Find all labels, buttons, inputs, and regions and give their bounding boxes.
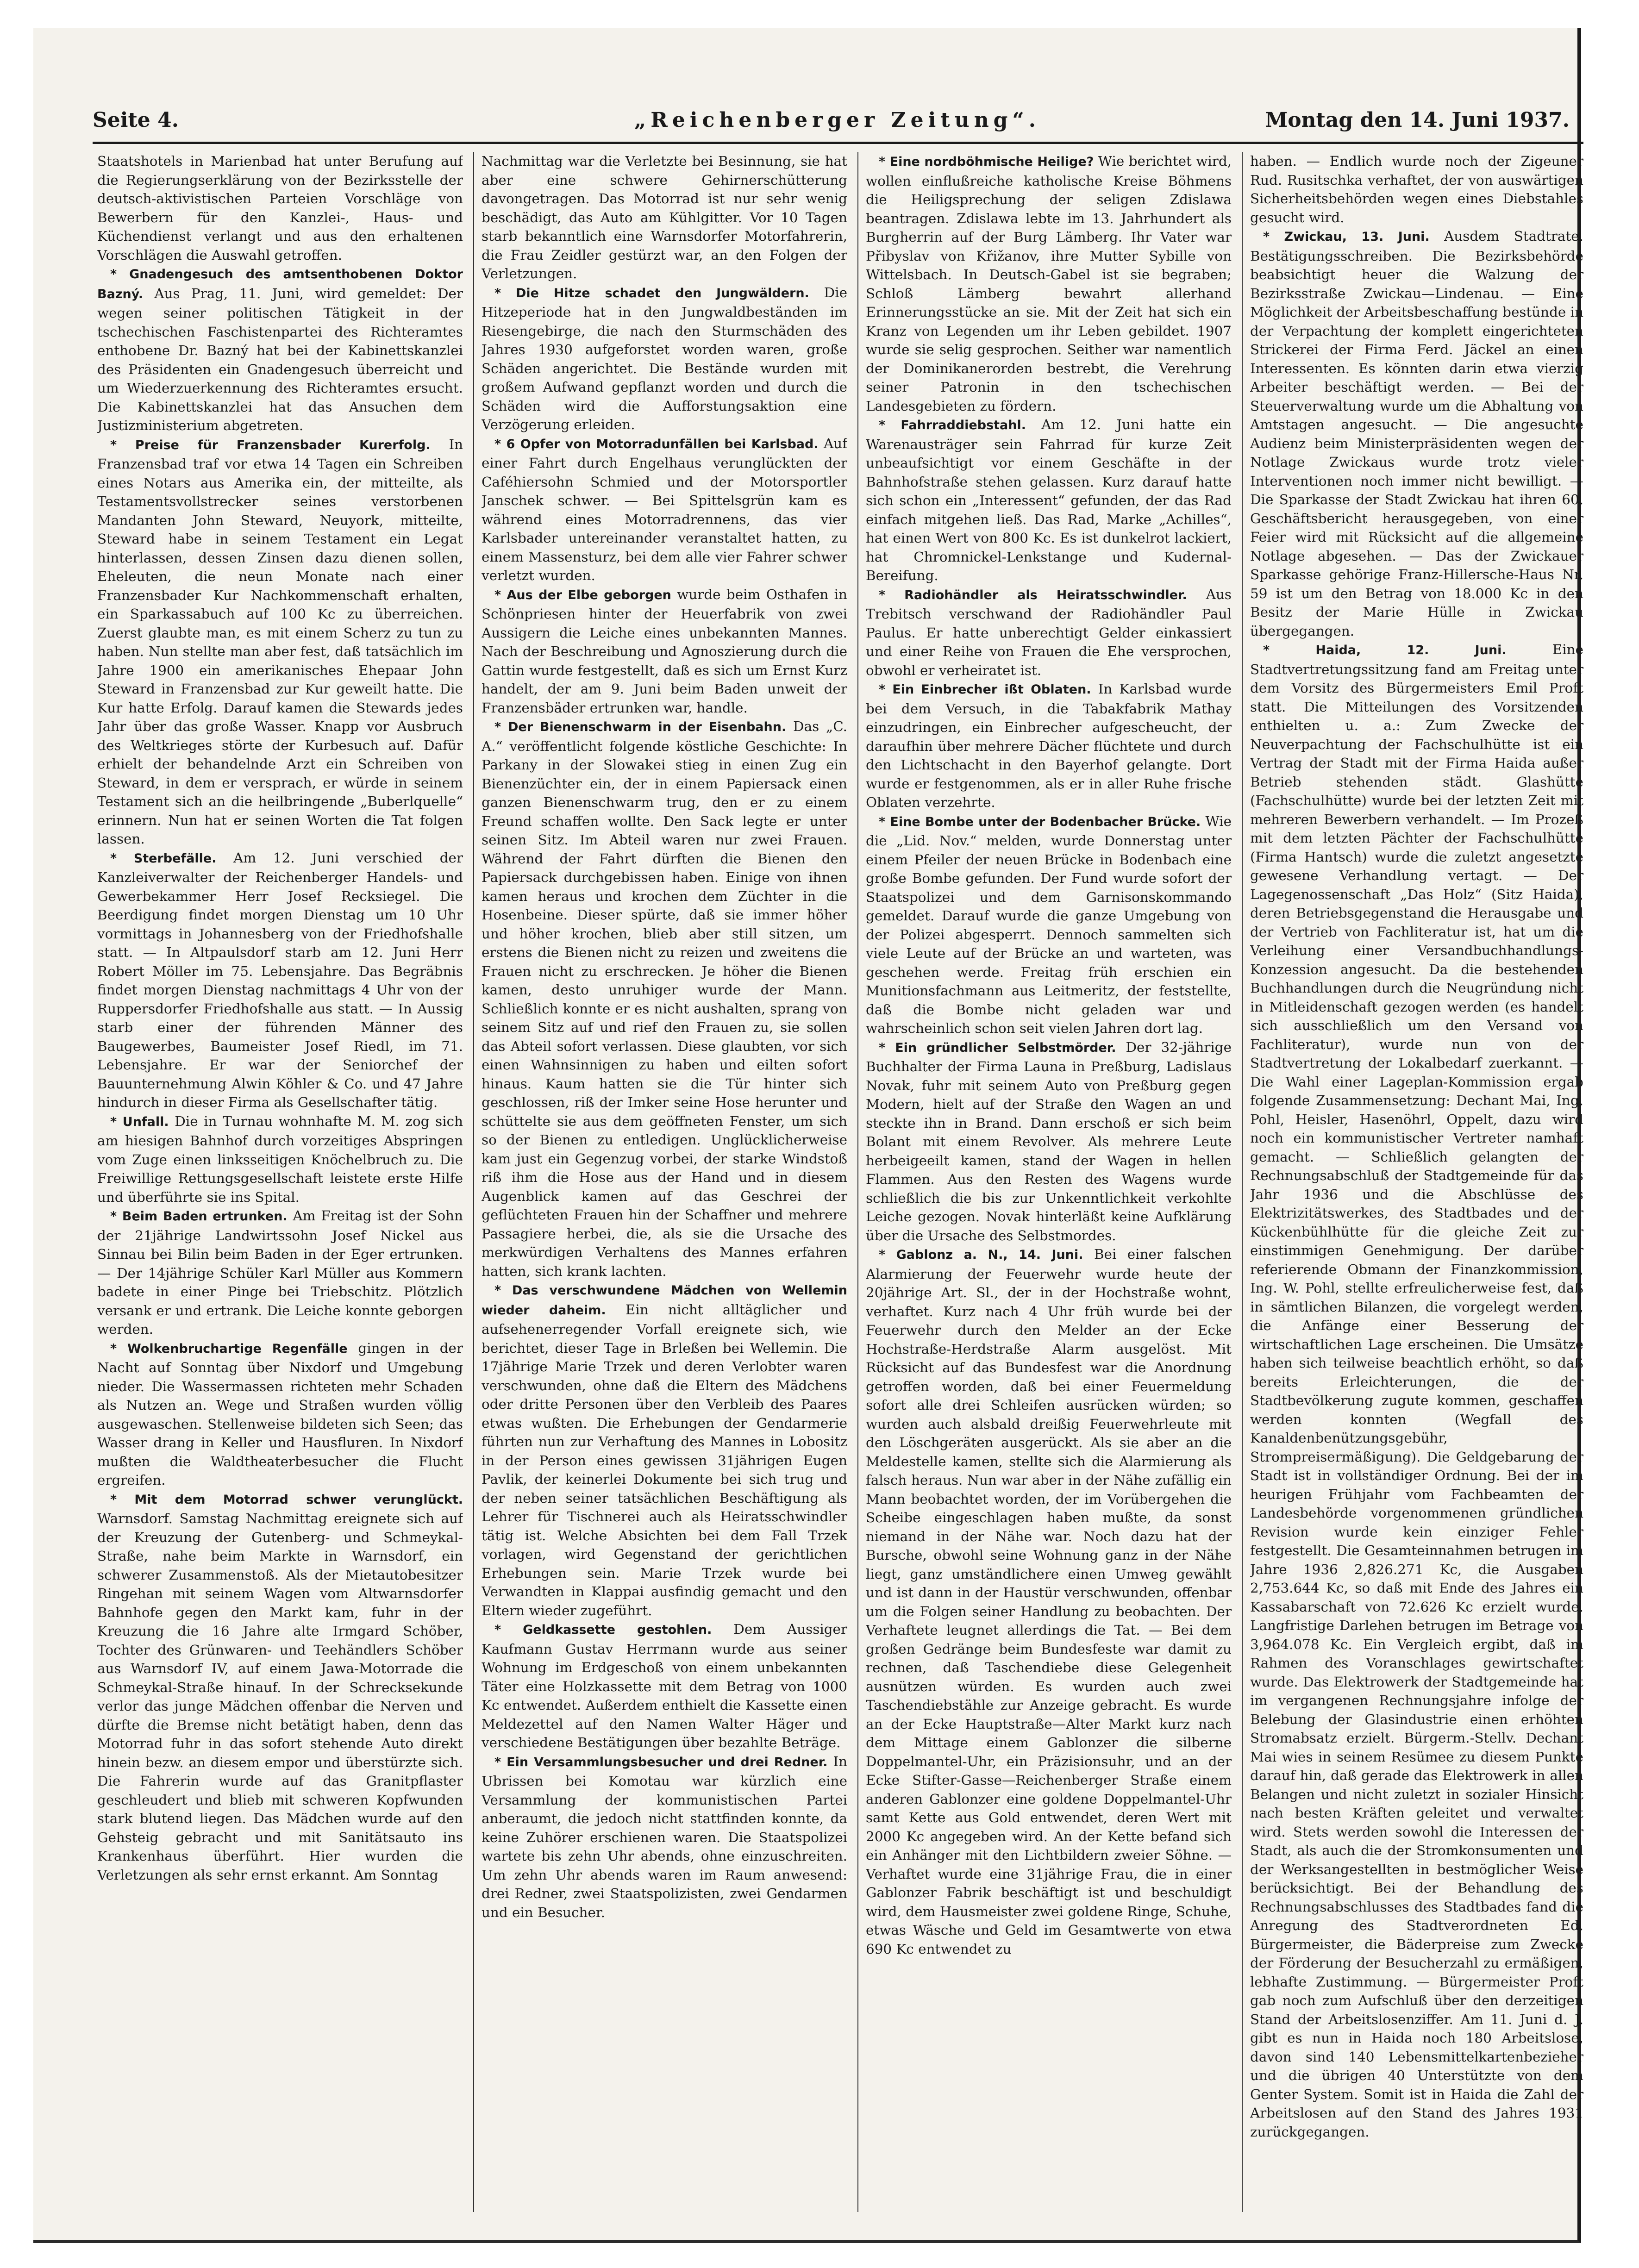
article-text: Auf einer Fahrt durch Engelhaus verunglückten der Caféhiersohn Schmied und der Motorsportler Janschek schwer. — Bei Spittelsgrün kam es während eines Motorradrennens, das vier Karlsbader untereinander veranstaltet hatten, zu einem Massensturz, bei dem alle vier Fahrer schwer verletzt wurden. — [482, 435, 847, 583]
article-heading: * Zwickau, 13. Juni. — [1263, 230, 1430, 244]
article-text: Ausdem Stadtrate. Bestätigungsschreiben. Die Bezirksbehörde beabsichtigt heuer die Walzung der Bezirksstraße Zwickau—Lindenau. — Eine Möglichkeit der Arbeitsbeschaffung bestünde in der Verpachtung der komplett eingerichteten Strickerei der Firma Ferd. Jäckel an einen Interessenten. Es könnten darin etwa vierzig Arbeiter beschäftigt werden. — Bei der Steuerverwaltung wurde um die Abhaltung von Amtstagen angesucht. — Die angesuchte Audienz beim Ministerpräsidenten wegen der Notlage Zwickaus wurde trotz vieler Interventionen noch immer nicht bewilligt. — Die Sparkasse der Stadt Zwickau hat ihren 60. Geschäftsbericht herausgegeben, von einer Feier wird mit Rücksicht auf die allgemeine Notlage abgesehen. — Das der Zwickauer Sparkasse gehörige Franz-Hillersche-Haus Nr. 59 ist um den Betrag von 18.000 Kc in den Besitz der Marie Hülle in Zwickau übergegangen. — [1250, 228, 1583, 639]
article-paragraph — [1250, 152, 1583, 227]
article-heading: * Gnadengesuch des amtsenthobenen Doktor Bazný. — [97, 267, 463, 301]
article-heading: * 6 Opfer von Motorradunfällen bei Karlsbad. — [494, 437, 819, 451]
article-text: wurde beim Osthafen in Schönpriesen hinter der Heuerfabrik von zwei Aussigern die Leiche eines unbekannten Mannes. Nach der Beschreibung und Agnoszierung durch die Gattin wurde festgestellt, daß es sich um Ernst Kurz handelt, der am 9. Juni beim Baden unweit der Franzensbäder ertrunken war, handle. — [482, 586, 847, 716]
article-paragraph — [97, 152, 463, 264]
article-heading: * Radiohändler als Heiratsschwindler. — [879, 587, 1187, 602]
article-paragraph — [482, 717, 847, 1281]
article-paragraph — [97, 1339, 463, 1490]
column-divider — [1242, 152, 1243, 2212]
article-text: Am Freitag ist der Sohn der 21jährige Landwirtssohn Josef Nickel aus Sinnau bei Bilin beim Baden in der Eger ertrunken. — Der 14jährige Schüler Karl Müller aus Kommern badete in einer Pinge bei Triebschitz. Plötzlich versank er und ertrank. Die Leiche konnte geborgen werden. — [97, 1208, 463, 1337]
article-heading: * Beim Baden ertrunken. — [110, 1209, 288, 1224]
article-paragraph — [482, 585, 847, 718]
article-text: Staatshotels in Marienbad hat unter Berufung auf die Regierungserklärung von der Bezirksstelle der deutsch-aktivistischen Parteien Vorschläge von Bewerbern für den Kanzlei-, Haus- und Küchendienst verlangt und aus den erhaltenen Vorschlägen die Auswahl getroffen. — [97, 153, 463, 263]
article-heading: * Das verschwundene Mädchen von Wellemin wieder daheim. — [482, 1283, 847, 1318]
article-paragraph — [97, 1206, 463, 1339]
article-paragraph — [482, 434, 847, 585]
article-paragraph — [482, 283, 847, 434]
article-heading: * Fahrraddiebstahl. — [879, 418, 1026, 432]
article-paragraph — [866, 680, 1232, 812]
newspaper-title: „Reichenberger Zeitung“. — [634, 108, 1041, 132]
article-paragraph — [97, 849, 463, 1112]
article-text: Wie berichtet wird, wollen einflußreiche katholische Kreise Böhmens die Heiligsprechung der seligen Zdislawa beantragen. Zdislawa lebte im 13. Jahrhundert als Burgherrin auf der Burg Lämberg. Ihr Vater war Přibyslav von Křižanov, ihre Mutter Sybille von Wittelsbach. In Deutsch-Gabel ist sie begraben; Schloß Lämberg bewahrt allerhand Erinnerungsstücke an sie. Mit der Zeit hat sich ein Kranz von Legenden um ihr Leben gebildet. 1907 wurde sie selig gesprochen. Seither war namentlich der Dominikanerorden bestrebt, die Verehrung seiner Patronin in den tschechischen Landesgebieten zu fördern. — [866, 153, 1232, 414]
article-text: Warnsdorf. Samstag Nachmittag ereignete sich auf der Kreuzung der Gutenberg- und Schmeykal-Straße, nahe beim Markte in Warnsdorf, ein schwerer Zusammenstoß. Als der Mietautobesitzer Ringehan mit seinem Wagen vom Altwarnsdorfer Bahnhofe gegen den Markt kam, fuhr in der Kreuzung die 16 Jahre alte Irmgard Schöber, Tochter des Grünwaren- und Teehändlers Schöber aus Warnsdorf IV, auf einem Jawa-Motorrade die Schmeykal-Straße hinauf. In der Schrecksekunde verlor das junge Mädchen offenbar die Nerven und dürfte die Bremse nicht betätigt haben, denn das Motorrad fuhr in das sofort stehende Auto direkt hinein bezw. an diesem empor und überstürzte sich. Die Fahrerin wurde auf das Granitpflaster geschleudert und blieb mit schweren Kopfwunden stark blutend liegen. Das Mädchen wurde auf den Gehsteig gebracht und mit Sanitätsauto ins Krankenhaus überführt. Hier wurden die Verletzungen als sehr ernst erkannt. Am Sonntag — [97, 1511, 463, 1883]
article-heading: * Haida, 12. Juni. — [1263, 643, 1507, 657]
article-heading: * Sterbefälle. — [110, 851, 217, 866]
header-rule — [93, 142, 1583, 144]
article-text: Die Hitzeperiode hat in den Jungwaldbeständen im Riesengebirge, die nach den Sturmschäden des Jahres 1930 aufgeforstet worden waren, große Schäden angerichtet. Die Bestände wurden mit großem Aufwand gepflanzt worden und durch die Schäden wird die Aufforstungsaktion eine Verzögerung erleiden. — [482, 284, 847, 432]
article-heading: * Mit dem Motorrad schwer verunglückt. — [110, 1492, 463, 1507]
article-paragraph — [97, 435, 463, 849]
article-paragraph — [866, 152, 1232, 415]
article-heading: * Ein Versammlungsbesucher und drei Redner. — [494, 1755, 828, 1769]
article-text: Wie die „Lid. Nov.“ melden, wurde Donnerstag unter einem Pfeiler der neuen Brücke in Bodenbach eine große Bombe gefunden. Der Fund wurde sofort der Staatspolizei und dem Garnisonskommando gemeldet. Darauf wurde die ganze Umgebung von der Polizei abgesperrt. Dennoch sammelten sich viele Leute auf der Brücke an und warteten, was geschehen werde. Freitag früh erschien ein Munitionsfachmann aus Leitmeritz, der feststellte, daß die Bombe nicht geladen war und wahrscheinlich schon seit vielen Jahren dort lag. — [866, 813, 1232, 1036]
article-text: Dem Aussiger Kaufmann Gustav Herrmann wurde aus seiner Wohnung im Erdgeschoß von einem unbekannten Täter eine Holzkassette mit dem Betrag von 1000 Kc entwendet. Außerdem enthielt die Kassette einen Meldezettel auf den Namen Walter Häger und verschiedene Bestätigungen über bezahlte Beträge. — [482, 1621, 847, 1750]
column-divider — [857, 152, 858, 2212]
article-text: In Franzensbad traf vor etwa 14 Tagen ein Schreiben eines Notars aus Amerika ein, der mitteilte, als Testamentsvollstrecker seines verstorbenen Mandanten John Steward, Neuyork, mitteilte, Steward habe in seinem Testament ein Legat hinterlassen, dessen Zinsen dazu dienen sollen, Eheleuten, die neun Monate nach einer Franzensbader Kur Nachkommenschaft erhalten, ein Sparkassabuch auf 100 Kc zu überreichen. Zuerst glaubte man, es mit einem Scherz zu tun zu haben. Nun stellte man aber fest, daß tatsächlich im Jahre 1900 ein amerikanisches Ehepaar John Steward in Franzensbad zur Kur geweilt hatte. Die Kur hatte Erfolg. Darauf kamen die Stewards jedes Jahr über das große Wasser. Knapp vor Ausbruch des Weltkrieges störte der Kurbesuch auf. Dafür erhielt der behandelnde Arzt ein Schreiben von Steward, in dem er versprach, er würde in seinem Testament sich an die heilbringende „Buberlquelle“ erinnern. Nun hat er seinen Worten die Tat folgen lassen. — [97, 436, 463, 847]
article-paragraph — [97, 1490, 463, 1885]
article-paragraph — [866, 1038, 1232, 1245]
article-heading: * Der Bienenschwarm in der Eisenbahn. — [494, 720, 787, 734]
article-heading: * Die Hitze schadet den Jungwäldern. — [494, 286, 809, 300]
article-heading: * Aus der Elbe geborgen — [494, 587, 671, 602]
article-text: Bei einer falschen Alarmierung der Feuerwehr wurde heute der 20jährige Art. Sl., der in der Hochstraße wohnt, verhaftet. Kurz nach 4 Uhr früh wurde bei der Feuerwehr durch den Melder an der Ecke Hochstraße-Herdstraße Alarm ausgelöst. Mit Rücksicht auf das Bundesfest war die Anordnung getroffen worden, daß bei einer Feuermeldung sofort alle drei Schleifen ausrücken würden; so wurden auch alsbald dreißig Feuerwehrleute mit den Löschgeräten ausgerückt. Als sie aber an die Meldestelle kamen, stellte sich die Alarmierung als falsch heraus. Nun war aber in der Nähe zufällig ein Mann beobachtet worden, der im Vorübergehen die Scheibe eingeschlagen haben mußte, da sonst niemand in der Nähe war. Noch dazu hat der Bursche, obwohl seine Wohnung ganz in der Nähe liegt, ganz umständlichere einen Umweg gewählt und ist dann in der Haustür verschwunden, offenbar um die Folgen seiner Handlung zu beobachten. Der Verhaftete leugnet allerdings die Tat. — Bei dem großen Gedränge beim Bundesfeste war damit zu rechnen, daß Taschendiebe diese Gelegenheit ausnützen würden. Es wurden auch zwei Taschendiebstähle zur Anzeige gebracht. Es wurde an der Ecke Hauptstraße—Alter Markt kurz nach dem Mittage einem Gablonzer die silberne Doppelmantel-Uhr, ein Präzisionsuhr, und an der Ecke Stifter-Gasse—Reichenberger Straße einem anderen Gablonzer eine goldene Doppelmantel-Uhr samt Kette aus Gold entwendet, deren Wert mit 2000 Kc angegeben wird. An der Kette befand sich ein Anhänger mit den Lichtbildern zweier Söhne. — Verhaftet wurde eine 31jährige Frau, die in einer Gablonzer Fabrik beschäftigt ist und beschuldigt wird, dem Hausmeister zwei goldene Ringe, Schuhe, etwas Wäsche und Geld im Gesamtwerte von etwa 690 Kc entwendet zu — [866, 1246, 1232, 1957]
article-heading: * Geldkassette gestohlen. — [494, 1623, 712, 1637]
article-text: Die in Turnau wohnhafte M. M. zog sich am hiesigen Bahnhof durch vorzeitiges Abspringen vom Zuge einen linksseitigen Knöchelbruch zu. Die Freiwillige Rettungsgesellschaft leistete erste Hilfe und überführte sie ins Spital. — [97, 1113, 463, 1205]
article-text: Das „C. A.“ veröffentlicht folgende köstliche Geschichte: In Parkany in der Slowakei stieg in einen Zug ein Bienenzüchter ein, der in einem Papiersack einen ganzen Bienenschwarm trug, den er zu einem Freund schaffen wollte. Den Sack legte er unter seinen Sitz. Im Abteil waren nur zwei Frauen. Während der Fahrt dürften die Bienen den Papiersack durchgebissen haben. Einige von ihnen kamen heraus und krochen dem Züchter in die Hosenbeine. Dieser spürte, daß sie immer höher und höher krochen, blieb aber still sitzen, um erstens die Bienen nicht zu reizen und zweitens die Frauen nicht zu erschrecken. Je höher die Bienen kamen, desto unruhiger wurde der Mann. Schließlich konnte er es nicht aushalten, sprang von seinem Sitz auf und rief den Frauen zu, sie sollen das Abteil sofort verlassen. Diese glaubten, vor sich einen Wahnsinnigen zu haben und eilten sofort hinaus. Kaum hatten sie die Tür hinter sich geschlossen, riß der Imker seine Hose herunter und schüttelte sie aus dem geöffneten Fenster, um sich so der Bienen zu entledigen. Unglücklicherweise kam just ein Gegenzug vorbei, der starke Windstoß riß ihm die Hose aus der Hand und in diesem Augenblick kamen auf das Geschrei der geflüchteten Frauen hin der Schaffner und mehrere Passagiere herbei, die, als sie die Ursache des merkwürdigen Verhaltens des Mannes erfahren hatten, sich krank lachten. — [482, 719, 847, 1279]
column-1 — [97, 152, 463, 2221]
article-heading: * Preise für Franzensbader Kurerfolg. — [110, 437, 431, 452]
article-text: gingen in der Nacht auf Sonntag über Nixdorf und Umgebung nieder. Die Wassermassen richteten mehr Schaden als Nutzen an. Wege und Straßen wurden völlig ausgewaschen. Stellenweise bildeten sich Seen; das Wasser drang in Keller und Hausfluren. In Nixdorf mußten die Waldtheaterbesucher die Flucht ergreifen. — [97, 1340, 463, 1488]
article-text: Ein nicht alltäglicher und aufsehenerregender Vorfall ereignete sich, wie berichtet, dieser Tage in Brleßen bei Wellemin. Die 17jährige Marie Trzek und deren Verlobter waren verschwunden, ohne daß die Eltern des Mädchens oder dritte Personen über den Verbleib des Paares etwas wußten. Die Erhebungen der Gendarmerie führten nun zur Verhaftung des Mannes in Lobositz in der Person eines gewissen 31jährigen Eugen Pavlik, der keinerlei Dokumente bei sich trug und der neben seiner tatsächlichen Beschäftigung als Lehrer für Tischnerei auch als Heiratsschwindler tätig ist. Welche Absichten bei dem Fall Trzek vorlagen, wird Gegenstand der gerichtlichen Erhebungen sein. Marie Trzek wurde bei Verwandten in Klappai ausfindig gemacht und den Eltern wieder zugeführt. — [482, 1301, 847, 1618]
article-text: In Ubrissen bei Komotau war kürzlich eine Versammlung der kommunistischen Partei anberaumt, die jedoch nicht stattfinden konnte, da keine Zuhörer erschienen waren. Die Staatspolizei wartete bis zehn Uhr abends, ohne einzuschreiten. Um zehn Uhr abends waren im Raum anwesend: drei Redner, zwei Staatspolizisten, zwei Gendarmen und ein Besucher. — [482, 1753, 847, 1920]
column-divider — [473, 152, 474, 2212]
article-heading: * Eine nordböhmische Heilige? — [879, 155, 1094, 169]
article-heading: * Gablonz a. N., 14. Juni. — [879, 1248, 1083, 1262]
article-text: Aus Prag, 11. Juni, wird gemeldet: Der wegen seiner politischen Tätigkeit in der tschechischen Faschistenpartei des Richteramtes enthobene Dr. Bazný hat bei der Kabinettskanzlei des Präsidenten ein Gnadengesuch überreicht und um Wiederzuerkennung des Richteramtes ersucht. Die Kabinettskanzlei hat das Ansuchen dem Justizministerium abgetreten. — [97, 285, 463, 433]
article-paragraph — [1250, 640, 1583, 2141]
column-3 — [866, 152, 1232, 2221]
article-heading: * Ein Einbrecher ißt Oblaten. — [879, 682, 1091, 697]
article-heading: * Wolkenbruchartige Regenfälle — [110, 1341, 348, 1356]
page-header — [93, 106, 1583, 138]
page-number: Seite 4. — [93, 108, 179, 132]
article-text: In Karlsbad wurde bei dem Versuch, in die Tabakfabrik Mathay einzudringen, ein Einbrecher aufgescheucht, der daraufhin über mehrere Dächer flüchtete und durch den Lichtschacht in den Bayerhof gelangte. Dort wurde er festgenommen, als er in aller Ruhe frische Oblaten verzehrte. — [866, 681, 1232, 810]
article-paragraph — [482, 1281, 847, 1620]
article-text: Am 12. Juni hatte ein Warenausträger sein Fahrrad für kurze Zeit unbeaufsichtigt vor einem Geschäfte in der Bahnhofstraße stehen gelassen. Kurz darauf hatte sich schon ein „Interessent“ gefunden, der das Rad einfach mitgehen ließ. Das Rad, Marke „Achilles“, hat einen Wert von 800 Kc. Es ist dunkelrot lackiert, hat Chromnickel-Lenkstange und Kudernal-Bereifung. — [866, 417, 1232, 583]
article-heading: * Unfall. — [110, 1114, 169, 1129]
article-paragraph — [97, 1112, 463, 1207]
article-paragraph — [1250, 227, 1583, 640]
article-paragraph — [866, 585, 1232, 680]
article-text: Am 12. Juni verschied der Kanzleiverwalter der Reichenberger Handels- und Gewerbekammer Herr Josef Recksiegel. Die Beerdigung findet morgen Dienstag um 10 Uhr vormittags in Johannesberg von der Friedhofshalle statt. — In Altpaulsdorf starb am 12. Juni Herr Robert Möller im 75. Lebensjahre. Das Begräbnis findet morgen Dienstag nachmittags 4 Uhr von der Ruppersdorfer Friedhofshalle aus statt. — In Aussig starb einer der führenden Männer des Baugewerbes, Baumeister Josef Riedl, im 71. Lebensjahre. Er war der Seniorchef der Bauunternehmung Alwin Köhler & Co. und 47 Jahre hindurch in dieser Firma als Gesellschafter tätig. — [97, 850, 463, 1110]
article-heading: * Ein gründlicher Selbstmörder. — [879, 1040, 1116, 1055]
article-paragraph — [866, 415, 1232, 585]
article-paragraph — [866, 812, 1232, 1038]
article-paragraph — [97, 264, 463, 435]
issue-date: Montag den 14. Juni 1937. — [1265, 108, 1570, 132]
article-text: haben. — Endlich wurde noch der Zigeuner Rud. Rusitschka verhaftet, der von auswärtigen Sicherheitsbehörden wegen eines Diebstahles gesucht wird. — [1250, 153, 1583, 225]
article-text: Aus Trebitsch verschwand der Radiohändler Paul Paulus. Er hatte unberechtigt Gelder einkassiert und einer Reihe von Frauen die Ehe versprochen, obwohl er verheiratet ist. — [866, 586, 1232, 678]
article-paragraph — [866, 1245, 1232, 1958]
article-text: Nachmittag war die Verletzte bei Besinnung, sie hat aber eine schwere Gehirnerschütterung davongetragen. Das Motorrad ist nur sehr wenig beschädigt, das Auto am Kühlgitter. Vor 10 Tagen starb bekanntlich eine Warnsdorfer Motorfahrerin, die Frau Zeidler gestürzt war, an den Folgen der Verletzungen. — [482, 153, 847, 281]
article-text: Eine Stadtvertretungssitzung fand am Freitag unter dem Vorsitz des Bürgermeisters Emil Proft statt. Die Mitteilungen des Vorsitzenden enthielten u. a.: Zum Zwecke der Neuverpachtung der Fachschulhütte ist ein Vertrag der Stadt mit der Firma Haida außer Betrieb stehenden städt. Glashütte (Fachschulhütte) wurde bei der letzten Zeit mit mehreren Bewerbern verhandelt. — Im Prozeß mit dem letzten Pächter der Fachschulhütte (Firma Hantsch) wurde die zuletzt angesetzte gewesene Verhandlung vertagt. — Der Lagegenossenschaft „Das Holz“ (Sitz Haida), deren Betriebsgegenstand die Herausgabe und der Vertrieb von Fachliteratur ist, hat um die Verleihung einer Versandbuchhandlungs-Konzession angesucht. Da die bestehenden Buchhandlungen durch die Neugründung nicht in Mitleidenschaft gezogen werden (es handelt sich ausschließlich um den Versand von Fachliteratur), wurde nun von der Stadtvertretung der Lokalbedarf zuerkannt. — Die Wahl einer Lageplan-Kommission ergab folgende Zusammensetzung: Dechant Mai, Ing. Pohl, Heisler, Hasenöhrl, Oppelt, dazu wird noch ein kommunistischer Vertreter namhaft gemacht. — Schließlich gelangten der Rechnungsabschluß der Stadtgemeinde für das Jahr 1936 und die Abschlüsse des Elektrizitätswerkes, des Stadtbades und der Kückenbühlhütte für die gleiche Zeit zur einstimmigen Genehmigung. Der darüber referierende Obmann der Finanzkommission, Ing. W. Pohl, stellte erfreulicherweise fest, daß in sämtlichen Bilanzen, die vorgelegt werden, die Anfänge einer Besserung der wirtschaftlichen Lage erscheinen. Die Umsätze haben sich teilweise beachtlich erhöht, so daß bereits Erleichterungen, die der Stadtbevölkerung zugute kommen, geschaffen werden konnten (Wegfall des Kanaldenbenützungsgebühr, Strompreisermäßigung). Die Geldgebarung der Stadt ist in vollständiger Ordnung. Bei der im heurigen Frühjahr vom Fachbeamten der Landesbehörde vorgenommenen gründlichen Revision wurde kein einziger Fehler festgestellt. Die Gesamteinnahmen betrugen im Jahre 1936 2,826.271 Kc, die Ausgaben 2,753.644 Kc, so daß mit Ende des Jahres ein Kassabarschaft von 72.626 Kc erzielt wurde. Langfristige Darlehen betrugen im Betrage von 3,964.078 Kc. Ein Vergleich ergibt, daß im Rahmen des Voranschlages gewirtschaftet wurde. Das Elektrowerk der Stadtgemeinde hat im vergangenen Rechnungsjahre infolge der Belebung der Glasindustrie einen erhöhten Stromabsatz erzielt. Bürgerm.-Stellv. Dechant Mai wies in seinem Resümee zu diesem Punkte darauf hin, daß gerade das Elektrowerk in allen Belangen und nicht zuletzt in sozialer Hinsicht nach besten Kräften geleitet und verwaltet wird. Stets werden sowohl die Interessen der Stadt, als auch die der Stromkonsumenten und der Werksangestellten in bestmöglicher Weise berücksichtigt. Bei der Behandlung des Rechnungsabschlusses des Stadtbades fand die Anregung des Stadtverordneten Ed. Bürgermeister, die Bäderpreise zum Zwecke der Förderung der Besucherzahl zu ermäßigen, lebhafte Zustimmung. — Bürgermeister Proft gab noch zum Aufschluß über den derzeitigen Stand der Arbeitslosenziffer. Am 11. Juni d. J. gibt es nun in Haida noch 180 Arbeitslose, davon sind 140 Lebensmittelkartenbezieher und die übrigen 40 Unterstützte von dem Genter System. Somit ist in Haida die Zahl der Arbeitslosen auf den Stand des Jahres 1931 zurückgegangen. — [1250, 642, 1583, 2140]
column-4 — [1250, 152, 1583, 2221]
article-paragraph — [482, 152, 847, 283]
article-paragraph — [482, 1752, 847, 1922]
article-text: Der 32-jährige Buchhalter der Firma Launa in Preßburg, Ladislaus Novak, fuhr mit seinem Auto von Preßburg gegen Modern, hielt auf der Straße den Wagen an und steckte ihn in Brand. Dann erschoß er sich beim Bolant mit einem Revolver. Als mehrere Leute herbeigeeilt kamen, stand der Wagen in hellen Flammen. Aus den Resten des Wagens wurde schließlich die bis zur Unkenntlichkeit verkohlte Leiche gezogen. Novak hinterläßt keine Aufklärung über die Ursache des Selbstmordes. — [866, 1039, 1232, 1243]
article-heading: * Eine Bombe unter der Bodenbacher Brücke. — [879, 814, 1201, 829]
article-paragraph — [482, 1620, 847, 1752]
column-2 — [482, 152, 847, 2221]
